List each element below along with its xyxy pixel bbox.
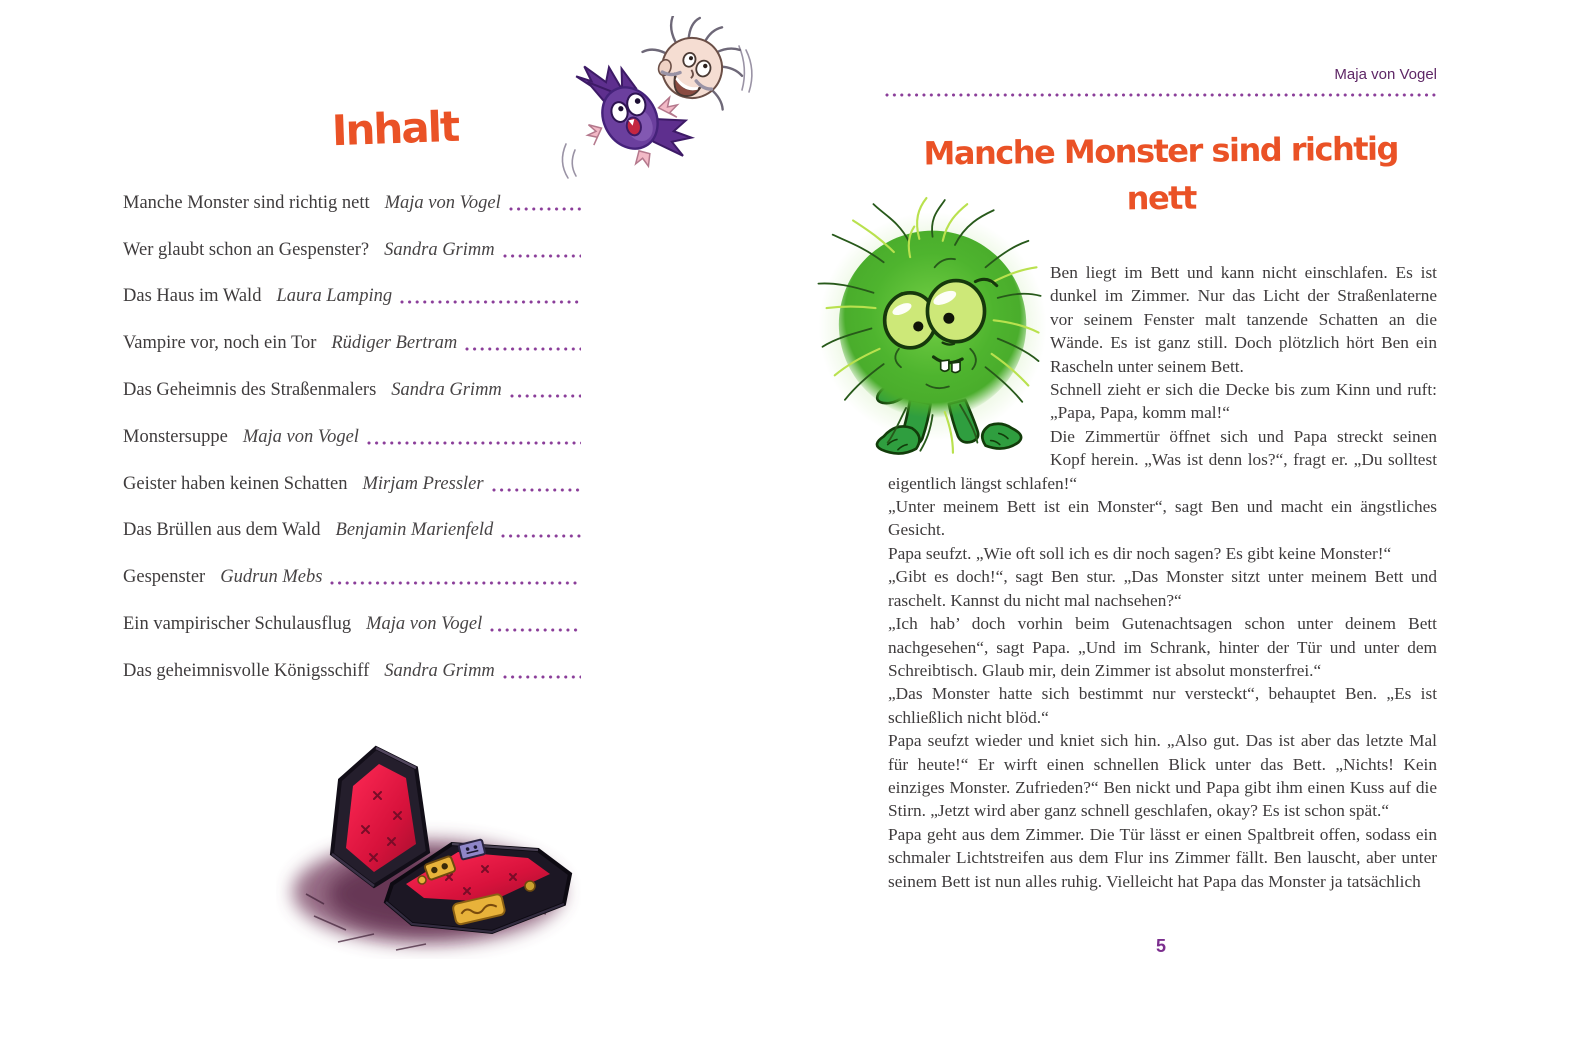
- running-head-author: Maja von Vogel: [1334, 66, 1437, 83]
- toc-entry-author: Maja von Vogel: [366, 613, 483, 634]
- toc-entry: [123, 402, 581, 449]
- toc-entry-title: Monstersuppe: [123, 426, 228, 447]
- toc-entry-author: Rüdiger Bertram: [331, 333, 458, 354]
- toc-entry: [123, 308, 581, 355]
- page-number: 5: [1155, 936, 1166, 956]
- toc-entry: [123, 355, 581, 402]
- toc-dotted-leader: [465, 344, 581, 352]
- toc-entry-title: Vampire vor, noch ein Tor: [123, 333, 317, 354]
- toc-entry: [123, 449, 581, 496]
- toc-entry-title: Das Geheimnis des Straßenmalers: [123, 379, 377, 400]
- toc-dotted-leader: [330, 578, 581, 586]
- toc-entry-title: Das geheimnisvolle Königsschiff: [123, 660, 370, 681]
- toc-entry-title: Das Haus im Wald: [123, 286, 262, 307]
- story-paragraph: „Unter meinem Bett ist ein Monster“, sagt Ben und macht ein ängstliches Gesicht.: [888, 497, 1437, 540]
- story-paragraph: Ben liegt im Bett und kann nicht einschlafen. Es ist dunkel im Zimmer. Nur das Licht der Straßenlaterne vor seinem Fenster malt tanzende Schatten an die Wände. Es ist ganz still. Doch plötzlich hört Ben ein Rascheln unter seinem Bett.: [1050, 263, 1437, 376]
- toc-entry-author: Laura Lamping: [276, 286, 393, 307]
- toc-entry-author: Maja von Vogel: [242, 426, 359, 447]
- toc-dotted-leader: [400, 297, 581, 305]
- toc-entry-author: Mirjam Pressler: [362, 473, 484, 494]
- toc-dotted-leader: [510, 391, 581, 399]
- dotted-rule: [885, 92, 1437, 98]
- toc-entry: [123, 589, 581, 636]
- toc-entry: [123, 215, 581, 262]
- toc-entry: [123, 496, 581, 543]
- toc-entry-author: Sandra Grimm: [391, 379, 502, 400]
- chapter-title-line1: Manche Monster sind richtig: [923, 129, 1399, 173]
- toc-dotted-leader: [509, 204, 581, 212]
- toc-dotted-leader: [501, 531, 581, 539]
- toc-entry: [123, 262, 581, 309]
- story-paragraph: Papa geht aus dem Zimmer. Die Tür lässt er einen Spaltbreit offen, sodass ein schmaler Lichtstreifen aus dem Flur ins Zimmer fällt. Ben lauscht, aber unter seinem Bett ist nun alles ruhig. Vielleicht hat Papa das Monster ja tatsächlich: [888, 824, 1437, 891]
- toc-entry-author: Maja von Vogel: [384, 192, 501, 213]
- toc-entry-author: Benjamin Marienfeld: [335, 520, 494, 541]
- toc-dotted-leader: [503, 251, 581, 259]
- story-text: [888, 261, 1437, 893]
- toc-entry-title: Ein vampirischer Schulausflug: [123, 613, 352, 634]
- story-paragraph: „Gibt es doch!“, sagt Ben stur. „Das Monster sitzt unter meinem Bett und raschelt. Kannst du nicht mal nachsehen?“: [888, 567, 1437, 610]
- toc-entry: [123, 168, 581, 215]
- toc-entry-title: Geister haben keinen Schatten: [123, 473, 348, 494]
- toc-entry-title: Manche Monster sind richtig nett: [123, 192, 370, 213]
- bat-and-grandpa-illustration: [550, 16, 762, 184]
- story-paragraph: „Das Monster hatte sich bestimmt nur versteckt“, behauptet Ben. „Es ist schließlich nicht blöd.“: [888, 684, 1437, 727]
- chapter-title-line2: nett: [1126, 178, 1196, 218]
- toc-entry-author: Sandra Grimm: [384, 239, 495, 260]
- toc-entry-title: Das Brüllen aus dem Wald: [123, 520, 321, 541]
- story-paragraph: „Ich hab’ doch vorhin beim Gutenachtsagen schon unter deinem Bett nachgesehen“, sagt Papa. „Und im Schrank, hinter der Tür und unter dem Schreibtisch. Glaub mir, dein Zimmer ist absolut monsterfrei.“: [888, 614, 1437, 680]
- table-of-contents: [123, 168, 581, 683]
- toc-entry: [123, 636, 581, 683]
- toc-dotted-leader: [367, 438, 581, 446]
- toc-entry-author: Gudrun Mebs: [220, 567, 323, 588]
- toc-entry-title: Gespenster: [123, 567, 206, 588]
- toc-dotted-leader: [490, 625, 581, 633]
- story-paragraph: Papa seufzt. „Wie oft soll ich es dir noch sagen? Es gibt keine Monster!“: [888, 543, 1392, 563]
- story-paragraph: Die Zimmertür öffnet sich und Papa streckt seinen Kopf herein. „Was ist denn los?“, fragt er. „Du solltest eigentlich längst schlafen!“: [888, 426, 1437, 493]
- toc-dotted-leader: [492, 485, 581, 493]
- toc-entry-title: Wer glaubt schon an Gespenster?: [123, 239, 370, 260]
- toc-dotted-leader: [503, 672, 581, 680]
- toc-page-title: Inhalt: [331, 101, 459, 156]
- monster-text-wrap-spacer: [888, 261, 1050, 466]
- story-paragraph: Papa seufzt wieder und kniet sich hin. „Also gut. Das ist aber das letzte Mal für heute!“ Er wirft einen schnellen Blick unter das Bett. „Nichts! Kein einziges Monster. Zufrieden?“ Ben nickt und Papa gibt ihm einen Kuss auf die Stirn. „Jetzt wird aber ganz schnell geschlafen, okay? Es ist schon spät.“: [888, 731, 1437, 821]
- toc-entry: [123, 542, 581, 589]
- toc-entry-author: Sandra Grimm: [384, 660, 495, 681]
- story-paragraph: Schnell zieht er sich die Decke bis zum Kinn und ruft: „Papa, Papa, komm mal!“: [1050, 380, 1437, 423]
- vampire-coffin-illustration: [276, 734, 581, 959]
